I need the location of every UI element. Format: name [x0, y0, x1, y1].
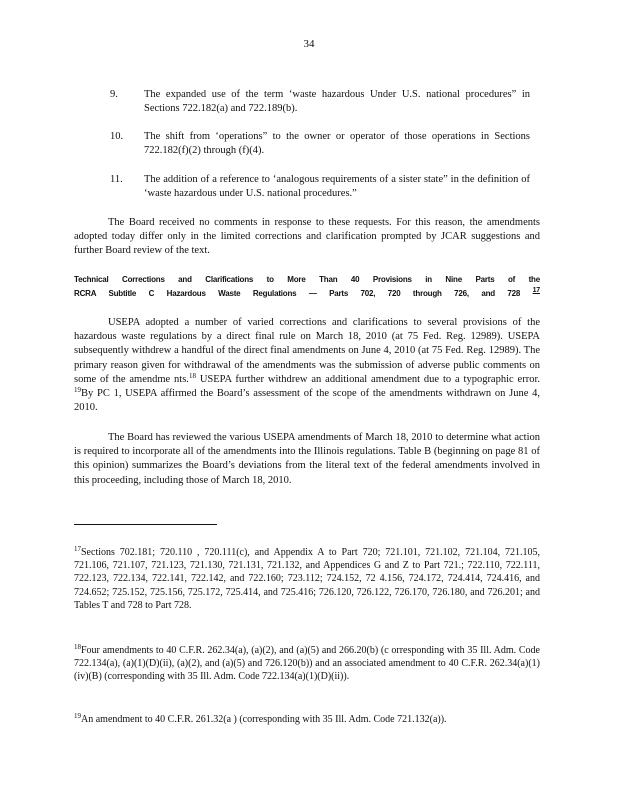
- footnote-text: Four amendments to 40 C.F.R. 262.34(a), (a)(2), and (a)(5) and 266.20(b) (c orresponding with 35 Ill. Adm. Code 722.134(a), (a)(1)(D)(ii), (a)(2), and (a)(5) and 726.120(b)) and an associated amendment to 40 C.F.R. 262.34(a)(1)(iv)(B) (corresponding with 35 Ill. Adm. Code 722.134(a)(1)(D)(ii)).: [74, 645, 540, 683]
- list-item-number: 11.: [110, 174, 123, 185]
- list-item-text: The expanded use of the term ‘waste hazardous Under U.S. national procedures” in Sections 722.182(a) and 722.189(b).: [144, 89, 530, 114]
- section-heading-line-2-text: RCRA Subtitle C Hazardous Waste Regulations — Parts 702, 720 through 726, and 728: [74, 289, 521, 298]
- footnote-number: 17: [74, 545, 81, 553]
- paragraph-text-c: By PC 1, USEPA affirmed the Board’s assessment of the scope of the amendments withdrawn on June 4, 2010.: [74, 388, 540, 414]
- footnote-text: Sections 702.181; 720.110 , 720.111(c), and Appendix A to Part 720; 721.101, 721.102, 721.104, 721.105, 721.106, 721.107, 721.123, 721.130, 721.131, 721.132, and Appendices G and Z to Part 721.; 722.110, 722.111, 722.123, 722.134, 722.141, 722.142, and 722.160; 723.112; 724.152, 72 4.156, 724.172, 724.414, 724.416, and 724.652; 725.152, 725.156, 725.172, 725.414, and 725.416; 726.120, 726.122, 726.170, 726.180, and 726.201; and Tables T and 728 to Part 728.: [74, 547, 540, 611]
- list-item-number: 9.: [110, 89, 118, 100]
- paragraph-text-b: USEPA further withdrew an additional amendment due to a typographic error.: [199, 373, 540, 385]
- paragraph-board-reviewed: The Board has reviewed the various USEPA amendments of March 18, 2010 to determine what action is required to incorporate all of the amendments into the Illinois regulations. Table B (beginning on page 81 of this opinion) summarizes the Board’s deviations from the literal text of the federal amendments involved in this proceeding, including those of March 18, 2010.: [74, 432, 540, 486]
- section-heading-line-2: [74, 287, 540, 301]
- section-heading-line-1: Technical Corrections and Clarifications to More Than 40 Provisions in Nine Parts of the: [74, 275, 540, 284]
- footnote-ref-18[interactable]: 18: [188, 371, 196, 380]
- footnote-ref-17[interactable]: 17: [532, 287, 540, 294]
- footnote-divider: [74, 524, 217, 525]
- paragraph-board-received: The Board received no comments in response to these requests. For this reason, the amendments adopted today differ only in the limited corrections and clarification prompted by JCAR suggestions and further Board review of the text.: [74, 217, 540, 257]
- section-heading: [74, 273, 540, 301]
- page-number: 34: [303, 38, 315, 50]
- list-item-text: The addition of a reference to ‘analogous requirements of a sister state” in the definition of ‘waste hazardous under U.S. national procedures.”: [144, 174, 530, 199]
- footnote: [74, 546, 540, 612]
- footnote-ref-19[interactable]: 19: [74, 386, 81, 395]
- footnote: [74, 713, 540, 726]
- footnote-text: An amendment to 40 C.F.R. 261.32(a ) (corresponding with 35 Ill. Adm. Code 721.132(a)).: [81, 714, 447, 725]
- footnote-number: 19: [74, 712, 81, 720]
- footnote: [74, 644, 540, 684]
- paragraph-text-a: USEPA adopted a number of varied corrections and clarifications to several provisions of the hazardous waste regulations by a direct final rule on March 18, 2010 (at 75 Fed. Reg. 12989). USEPA subsequently withdrew a handful of the direct final amendments on June 4, 2010 (at 75 Fed. Reg. 12989). The primary reason given for withdrawal of the amendments was the submission of adverse public comments on some of the amendme nts.: [74, 317, 540, 385]
- footnote-number: 18: [74, 643, 81, 651]
- paragraph-usepa-adopted: [74, 316, 540, 415]
- list-item-text: The shift from ‘operations” to the owner or operator of those operations in Sections 722.182(f)(2) through (f)(4).: [144, 131, 530, 156]
- list-item-number: 10.: [110, 131, 124, 142]
